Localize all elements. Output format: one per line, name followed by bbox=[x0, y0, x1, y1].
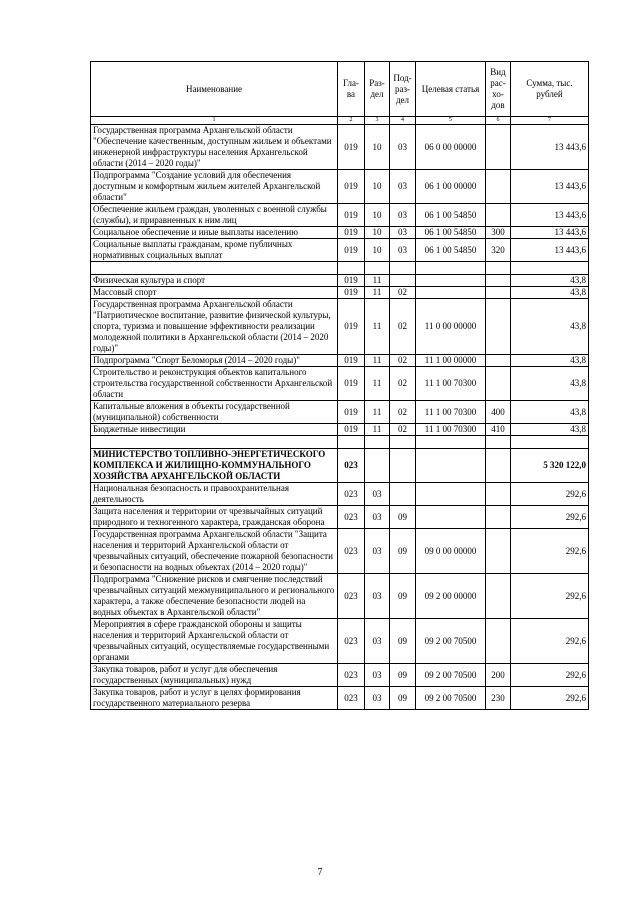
cell-chapter: 019 bbox=[338, 424, 365, 436]
cell-target: 06 1 00 00000 bbox=[416, 170, 486, 204]
cell-sum: 43,8 bbox=[511, 424, 589, 436]
cell-sum: 292,6 bbox=[511, 664, 589, 687]
cell-chapter: 019 bbox=[338, 275, 365, 287]
cell-section: 03 bbox=[365, 687, 390, 710]
cell-subsection: 09 bbox=[390, 687, 416, 710]
table-row bbox=[91, 687, 589, 710]
cell-chapter: 023 bbox=[338, 664, 365, 687]
cell-chapter: 023 bbox=[338, 574, 365, 619]
cell-name: Бюджетные инвестиции bbox=[91, 424, 338, 436]
cell-section: 11 bbox=[365, 424, 390, 436]
cell-exptype: 410 bbox=[486, 424, 511, 436]
table-row bbox=[91, 424, 589, 436]
cell-exptype bbox=[486, 170, 511, 204]
cell-chapter: 019 bbox=[338, 170, 365, 204]
cell-exptype bbox=[486, 506, 511, 529]
cell-subsection: 02 bbox=[390, 355, 416, 367]
empty-cell bbox=[91, 262, 338, 275]
cell-subsection: 03 bbox=[390, 125, 416, 170]
header-section: Раз-дел bbox=[365, 62, 390, 117]
cell-chapter: 019 bbox=[338, 227, 365, 239]
cell-section: 11 bbox=[365, 275, 390, 287]
cell-sum: 13 443,6 bbox=[511, 204, 589, 227]
empty-cell bbox=[511, 436, 589, 449]
cell-chapter: 023 bbox=[338, 506, 365, 529]
cell-chapter: 019 bbox=[338, 299, 365, 355]
cell-sum: 43,8 bbox=[511, 287, 589, 299]
table-row bbox=[91, 664, 589, 687]
cell-name: Строительство и реконструкция объектов капитального строительства государственной собственности Архангельской области bbox=[91, 367, 338, 401]
cell-section: 10 bbox=[365, 227, 390, 239]
table-row bbox=[91, 287, 589, 299]
cell-sum: 292,6 bbox=[511, 619, 589, 664]
table-row bbox=[91, 170, 589, 204]
table-row bbox=[91, 125, 589, 170]
colnum: 5 bbox=[416, 117, 486, 125]
header-subsection: Под-раз-дел bbox=[390, 62, 416, 117]
cell-target: 11 1 00 70300 bbox=[416, 424, 486, 436]
cell-target: 11 0 00 00000 bbox=[416, 299, 486, 355]
empty-cell bbox=[365, 436, 390, 449]
cell-exptype bbox=[486, 204, 511, 227]
cell-target: 06 1 00 54850 bbox=[416, 204, 486, 227]
cell-name: Подпрограмма "Спорт Беломорья (2014 – 2020 годы)" bbox=[91, 355, 338, 367]
cell-exptype bbox=[486, 574, 511, 619]
cell-exptype: 400 bbox=[486, 401, 511, 424]
cell-subsection: 02 bbox=[390, 401, 416, 424]
cell-section: 11 bbox=[365, 299, 390, 355]
cell-chapter: 023 bbox=[338, 483, 365, 506]
cell-exptype bbox=[486, 125, 511, 170]
cell-exptype: 320 bbox=[486, 239, 511, 262]
table-row bbox=[91, 367, 589, 401]
cell-target: 09 2 00 70500 bbox=[416, 664, 486, 687]
cell-subsection: 02 bbox=[390, 367, 416, 401]
empty-cell bbox=[390, 436, 416, 449]
cell-target: 11 1 00 00000 bbox=[416, 355, 486, 367]
cell-subsection: 09 bbox=[390, 619, 416, 664]
cell-subsection: 02 bbox=[390, 424, 416, 436]
cell-exptype: 200 bbox=[486, 664, 511, 687]
cell-section: 03 bbox=[365, 574, 390, 619]
table-row bbox=[91, 227, 589, 239]
cell-sum: 43,8 bbox=[511, 275, 589, 287]
cell-exptype bbox=[486, 619, 511, 664]
empty-cell bbox=[365, 262, 390, 275]
cell-sum: 13 443,6 bbox=[511, 125, 589, 170]
cell-section bbox=[365, 449, 390, 483]
cell-subsection: 02 bbox=[390, 287, 416, 299]
empty-cell bbox=[511, 262, 589, 275]
cell-subsection bbox=[390, 449, 416, 483]
cell-sum: 43,8 bbox=[511, 401, 589, 424]
cell-subsection: 09 bbox=[390, 664, 416, 687]
cell-sum: 5 320 122,0 bbox=[511, 449, 589, 483]
cell-target: 11 1 00 70300 bbox=[416, 401, 486, 424]
cell-chapter: 019 bbox=[338, 287, 365, 299]
cell-chapter: 023 bbox=[338, 619, 365, 664]
cell-chapter: 019 bbox=[338, 125, 365, 170]
cell-section: 03 bbox=[365, 506, 390, 529]
table-row bbox=[91, 401, 589, 424]
cell-target: 11 1 00 70300 bbox=[416, 367, 486, 401]
cell-section: 10 bbox=[365, 125, 390, 170]
cell-section: 10 bbox=[365, 239, 390, 262]
cell-subsection: 03 bbox=[390, 204, 416, 227]
cell-subsection: 03 bbox=[390, 170, 416, 204]
cell-exptype bbox=[486, 367, 511, 401]
cell-section: 03 bbox=[365, 529, 390, 574]
budget-table bbox=[90, 61, 589, 710]
header-exptype: Вид рас-хо-дов bbox=[486, 62, 511, 117]
table-row bbox=[91, 355, 589, 367]
table-row bbox=[91, 449, 589, 483]
cell-exptype bbox=[486, 287, 511, 299]
cell-target: 06 1 00 54850 bbox=[416, 227, 486, 239]
page-number: 7 bbox=[317, 867, 323, 878]
cell-section: 03 bbox=[365, 664, 390, 687]
cell-chapter: 019 bbox=[338, 355, 365, 367]
empty-cell bbox=[91, 436, 338, 449]
cell-name: Защита населения и территории от чрезвычайных ситуаций природного и техногенного характера, гражданская оборона bbox=[91, 506, 338, 529]
cell-name: Мероприятия в сфере гражданской обороны и защиты населения и территорий Архангельской области от чрезвычайных ситуаций, осуществляемые государственными органами bbox=[91, 619, 338, 664]
cell-target: 06 0 00 00000 bbox=[416, 125, 486, 170]
colnum: 6 bbox=[486, 117, 511, 125]
cell-subsection: 09 bbox=[390, 529, 416, 574]
cell-sum: 43,8 bbox=[511, 367, 589, 401]
colnum: 7 bbox=[511, 117, 589, 125]
cell-exptype bbox=[486, 529, 511, 574]
cell-chapter: 019 bbox=[338, 204, 365, 227]
cell-section: 10 bbox=[365, 204, 390, 227]
cell-exptype: 300 bbox=[486, 227, 511, 239]
cell-section: 03 bbox=[365, 483, 390, 506]
cell-chapter: 023 bbox=[338, 687, 365, 710]
empty-cell bbox=[416, 262, 486, 275]
cell-chapter: 023 bbox=[338, 529, 365, 574]
cell-sum: 13 443,6 bbox=[511, 170, 589, 204]
empty-cell bbox=[338, 262, 365, 275]
colnum: 3 bbox=[365, 117, 390, 125]
table-row bbox=[91, 506, 589, 529]
cell-name: Закупка товаров, работ и услуг для обеспечения государственных (муниципальных) нужд bbox=[91, 664, 338, 687]
cell-sum: 292,6 bbox=[511, 687, 589, 710]
cell-chapter: 019 bbox=[338, 239, 365, 262]
cell-name: Государственная программа Архангельской области "Патриотическое воспитание, развитие физической культуры, спорта, туризма и повышение эффективности реализации молодежной политики в Архангельской области (2014 – 2020 годы)" bbox=[91, 299, 338, 355]
cell-chapter: 023 bbox=[338, 449, 365, 483]
cell-exptype bbox=[486, 449, 511, 483]
cell-target bbox=[416, 483, 486, 506]
cell-target bbox=[416, 506, 486, 529]
header-sum: Сумма, тыс. рублей bbox=[511, 62, 589, 117]
empty-cell bbox=[486, 262, 511, 275]
spacer-row bbox=[91, 436, 589, 449]
cell-name: Социальные выплаты гражданам, кроме публичных нормативных социальных выплат bbox=[91, 239, 338, 262]
cell-target: 09 2 00 00000 bbox=[416, 574, 486, 619]
cell-name: Государственная программа Архангельской области "Обеспечение качественным, доступным жильем и объектами инженерной инфраструктуры населения Архангельской области (2014 – 2020 годы)" bbox=[91, 125, 338, 170]
cell-name: Национальная безопасность и правоохранительная деятельность bbox=[91, 483, 338, 506]
cell-subsection: 02 bbox=[390, 299, 416, 355]
cell-section: 03 bbox=[365, 619, 390, 664]
header-name: Наименование bbox=[91, 62, 338, 117]
cell-subsection: 03 bbox=[390, 227, 416, 239]
cell-name: Социальное обеспечение и иные выплаты населению bbox=[91, 227, 338, 239]
cell-target: 09 2 00 70500 bbox=[416, 619, 486, 664]
table-body bbox=[91, 125, 589, 710]
table-row bbox=[91, 275, 589, 287]
cell-name: Подпрограмма "Снижение рисков и смягчение последствий чрезвычайных ситуаций межмуниципального и регионального характера, а также обеспечение безопасности людей на водных объектах в Архангельской области" bbox=[91, 574, 338, 619]
header-target: Целевая статья bbox=[416, 62, 486, 117]
cell-sum: 43,8 bbox=[511, 299, 589, 355]
header-row bbox=[91, 62, 589, 117]
colnum: 4 bbox=[390, 117, 416, 125]
cell-target: 09 0 00 00000 bbox=[416, 529, 486, 574]
table-row bbox=[91, 483, 589, 506]
cell-target bbox=[416, 275, 486, 287]
cell-name: Государственная программа Архангельской области "Защита населения и территорий Архангельской области от чрезвычайных ситуаций, обеспечение пожарной безопасности и безопасности на водных объектах (2014 – 2020 годы)" bbox=[91, 529, 338, 574]
empty-cell bbox=[486, 436, 511, 449]
cell-name: МИНИСТЕРСТВО ТОПЛИВНО-ЭНЕРГЕТИЧЕСКОГО КОМПЛЕКСА И ЖИЛИЩНО-КОММУНАЛЬНОГО ХОЗЯЙСТВА АРХАНГЕЛЬСКОЙ ОБЛАСТИ bbox=[91, 449, 338, 483]
cell-sum: 13 443,6 bbox=[511, 227, 589, 239]
table-row bbox=[91, 204, 589, 227]
cell-name: Капитальные вложения в объекты государственной (муниципальной) собственности bbox=[91, 401, 338, 424]
cell-chapter: 019 bbox=[338, 401, 365, 424]
cell-name: Обеспечение жильем граждан, уволенных с военной службы (службы), и приравненных к ним лиц bbox=[91, 204, 338, 227]
cell-sum: 43,8 bbox=[511, 355, 589, 367]
cell-name: Массовый спорт bbox=[91, 287, 338, 299]
empty-cell bbox=[338, 436, 365, 449]
cell-sum: 13 443,6 bbox=[511, 239, 589, 262]
cell-sum: 292,6 bbox=[511, 529, 589, 574]
cell-target: 06 1 00 54850 bbox=[416, 239, 486, 262]
colnum: 1 bbox=[91, 117, 338, 125]
cell-target: 09 2 00 70500 bbox=[416, 687, 486, 710]
colnum: 2 bbox=[338, 117, 365, 125]
cell-target bbox=[416, 287, 486, 299]
table-row bbox=[91, 299, 589, 355]
column-number-row bbox=[91, 117, 589, 125]
cell-sum: 292,6 bbox=[511, 506, 589, 529]
cell-exptype: 230 bbox=[486, 687, 511, 710]
header-chapter: Гла-ва bbox=[338, 62, 365, 117]
table-row bbox=[91, 574, 589, 619]
cell-sum: 292,6 bbox=[511, 574, 589, 619]
cell-sum: 292,6 bbox=[511, 483, 589, 506]
cell-exptype bbox=[486, 299, 511, 355]
table-row bbox=[91, 239, 589, 262]
cell-section: 11 bbox=[365, 287, 390, 299]
cell-section: 10 bbox=[365, 170, 390, 204]
cell-name: Физическая культура и спорт bbox=[91, 275, 338, 287]
cell-chapter: 019 bbox=[338, 367, 365, 401]
cell-subsection: 03 bbox=[390, 239, 416, 262]
cell-section: 11 bbox=[365, 367, 390, 401]
cell-exptype bbox=[486, 275, 511, 287]
cell-exptype bbox=[486, 483, 511, 506]
table-row bbox=[91, 529, 589, 574]
spacer-row bbox=[91, 262, 589, 275]
table-row bbox=[91, 619, 589, 664]
cell-subsection bbox=[390, 275, 416, 287]
empty-cell bbox=[390, 262, 416, 275]
cell-section: 11 bbox=[365, 355, 390, 367]
cell-section: 11 bbox=[365, 401, 390, 424]
cell-name: Закупка товаров, работ и услуг в целях формирования государственного материального резерва bbox=[91, 687, 338, 710]
cell-exptype bbox=[486, 355, 511, 367]
empty-cell bbox=[416, 436, 486, 449]
cell-subsection: 09 bbox=[390, 574, 416, 619]
cell-name: Подпрограмма "Создание условий для обеспечения доступным и комфортным жильем жителей Архангельской области" bbox=[91, 170, 338, 204]
cell-subsection bbox=[390, 483, 416, 506]
cell-target bbox=[416, 449, 486, 483]
cell-subsection: 09 bbox=[390, 506, 416, 529]
